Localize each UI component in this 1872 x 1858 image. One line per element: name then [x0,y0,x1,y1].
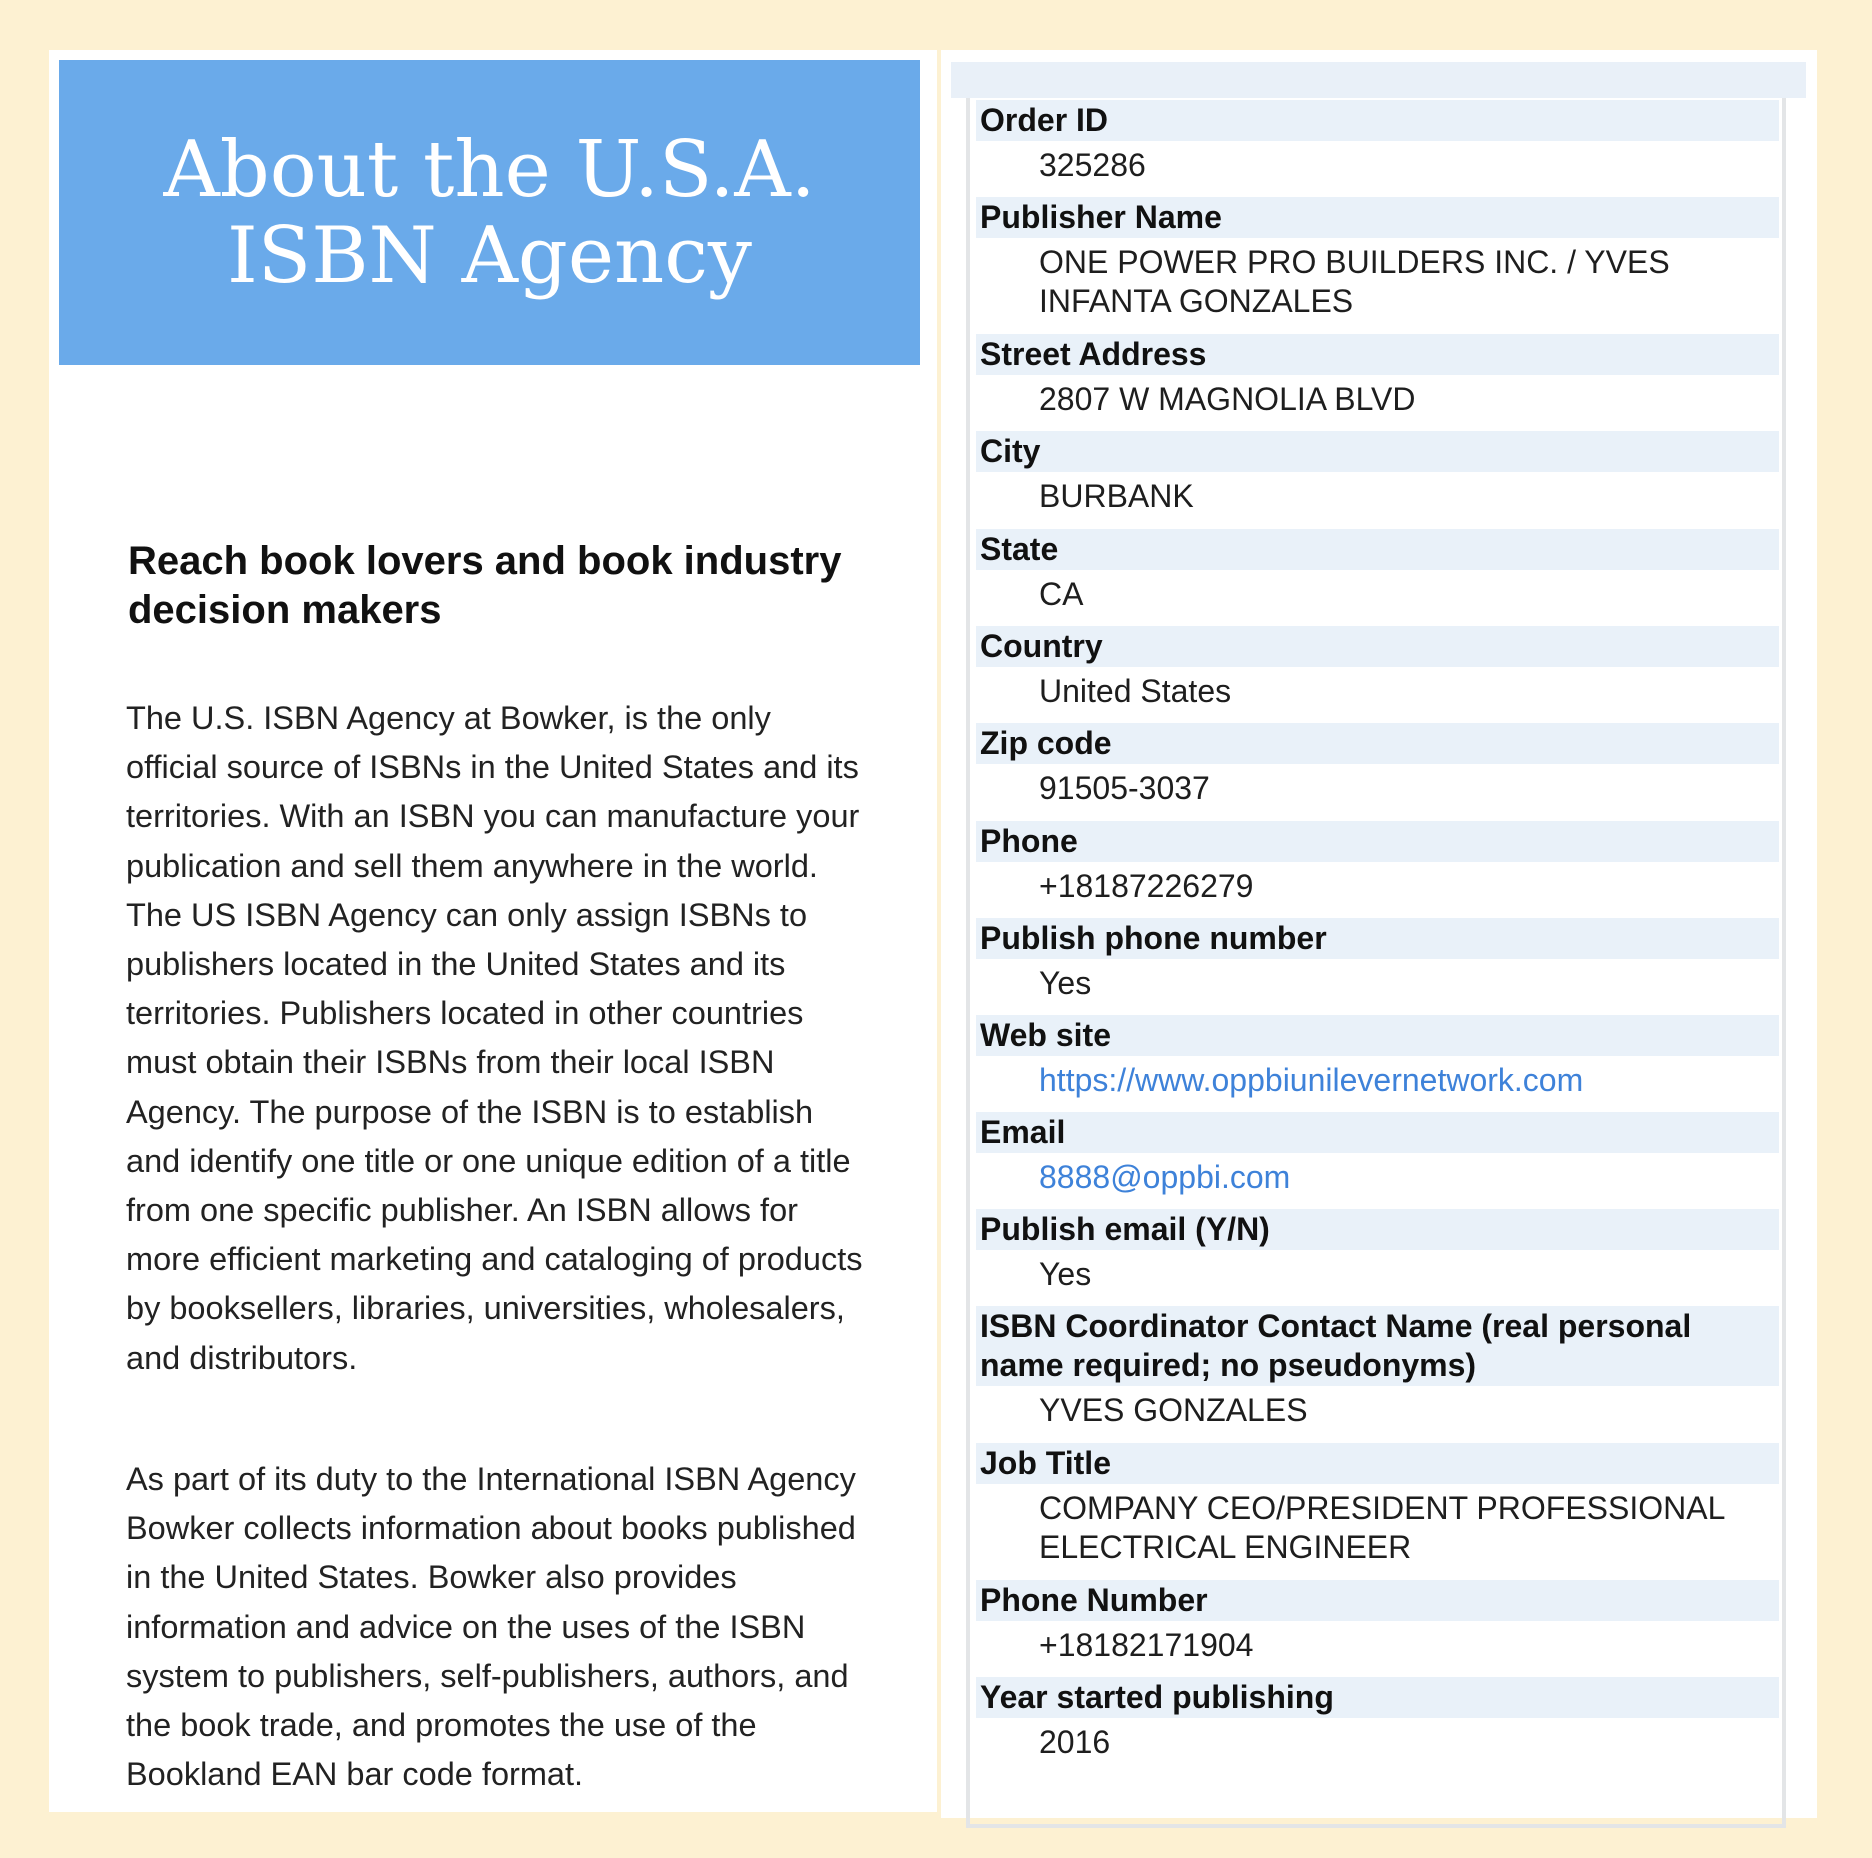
field-label: Country [976,626,1779,667]
field-label: Publish phone number [976,918,1779,959]
order-details-panel [941,50,1817,1818]
field-label: Year started publishing [976,1677,1779,1718]
field-city [976,431,1779,516]
field-label: City [976,431,1779,472]
field-job-title [976,1443,1779,1567]
about-panel [49,50,937,1812]
field-label: Phone Number [976,1580,1779,1621]
field-value: 91505-3037 [1039,770,1210,806]
field-year-started-publishing [976,1677,1779,1762]
field-zip-code [976,723,1779,808]
hero-banner [59,60,920,365]
about-paragraph-1: The U.S. ISBN Agency at Bowker, is the only official source of ISBNs in the United States and its territories. With an ISBN you can manufacture your publication and sell them anywhere in the world. The US ISBN Agency can only assign ISBNs to publishers located in the United States and its territories. Publishers located in other countries must obtain their ISBNs from their local ISBN Agency. The purpose of the ISBN is to establish and identify one title or one unique edition of a title from one specific publisher. An ISBN allows for more efficient marketing and cataloging of products by booksellers, libraries, universities, wholesalers, and distributors. [126,700,863,1376]
field-label: ISBN Coordinator Contact Name (real personal name required; no pseudonyms) [976,1306,1779,1386]
field-value: 325286 [1039,147,1146,183]
field-email [976,1112,1779,1197]
field-label: Publisher Name [976,197,1779,238]
field-value: +18187226279 [1039,868,1254,904]
field-label: Publish email (Y/N) [976,1209,1779,1250]
field-label: Order ID [976,100,1779,141]
panel-header-bar [951,62,1806,98]
email-link[interactable]: 8888@oppbi.com [1039,1159,1291,1195]
field-publish-phone-number [976,918,1779,1003]
field-label: Phone [976,821,1779,862]
field-label: Job Title [976,1443,1779,1484]
hero-title-line-2: ISBN Agency [226,210,752,301]
about-paragraph-2: As part of its duty to the International ISBN Agency Bowker collects information about books published in the United States. Bowker also provides information and advice on the uses of the ISBN system to publishers, self-publishers, authors, and the book trade, and promotes the use of the Bookland EAN bar code format. [126,1461,856,1793]
field-value: United States [1039,673,1232,709]
field-value: 2807 W MAGNOLIA BLVD [1039,381,1416,417]
field-label: Email [976,1112,1779,1153]
field-phone [976,821,1779,906]
field-isbn-coordinator-name [976,1306,1779,1430]
field-value: YVES GONZALES [1039,1392,1308,1428]
field-value: CA [1039,576,1084,612]
field-order-id [976,100,1779,185]
section-subheading: Reach book lovers and book industry decision makers [128,539,842,632]
field-publish-email [976,1209,1779,1294]
field-value: +18182171904 [1039,1627,1254,1663]
field-label: Street Address [976,334,1779,375]
field-value: BURBANK [1039,478,1194,514]
field-country [976,626,1779,711]
field-state [976,529,1779,614]
field-value: 2016 [1039,1724,1111,1760]
field-label: Web site [976,1015,1779,1056]
field-label: Zip code [976,723,1779,764]
field-publisher-name [976,197,1779,321]
hero-title-line-1: About the U.S.A. [163,124,816,215]
field-value: ONE POWER PRO BUILDERS INC. / YVES INFANTA GONZALES [1039,244,1670,319]
field-web-site [976,1015,1779,1100]
field-label: State [976,529,1779,570]
field-phone-number [976,1580,1779,1665]
field-street-address [976,334,1779,419]
website-link[interactable]: https://www.oppbiunilevernetwork.com [1039,1062,1584,1098]
field-value: COMPANY CEO/PRESIDENT PROFESSIONAL ELECTRICAL ENGINEER [1039,1490,1725,1565]
field-value: Yes [1039,965,1092,1001]
field-value: Yes [1039,1256,1092,1292]
